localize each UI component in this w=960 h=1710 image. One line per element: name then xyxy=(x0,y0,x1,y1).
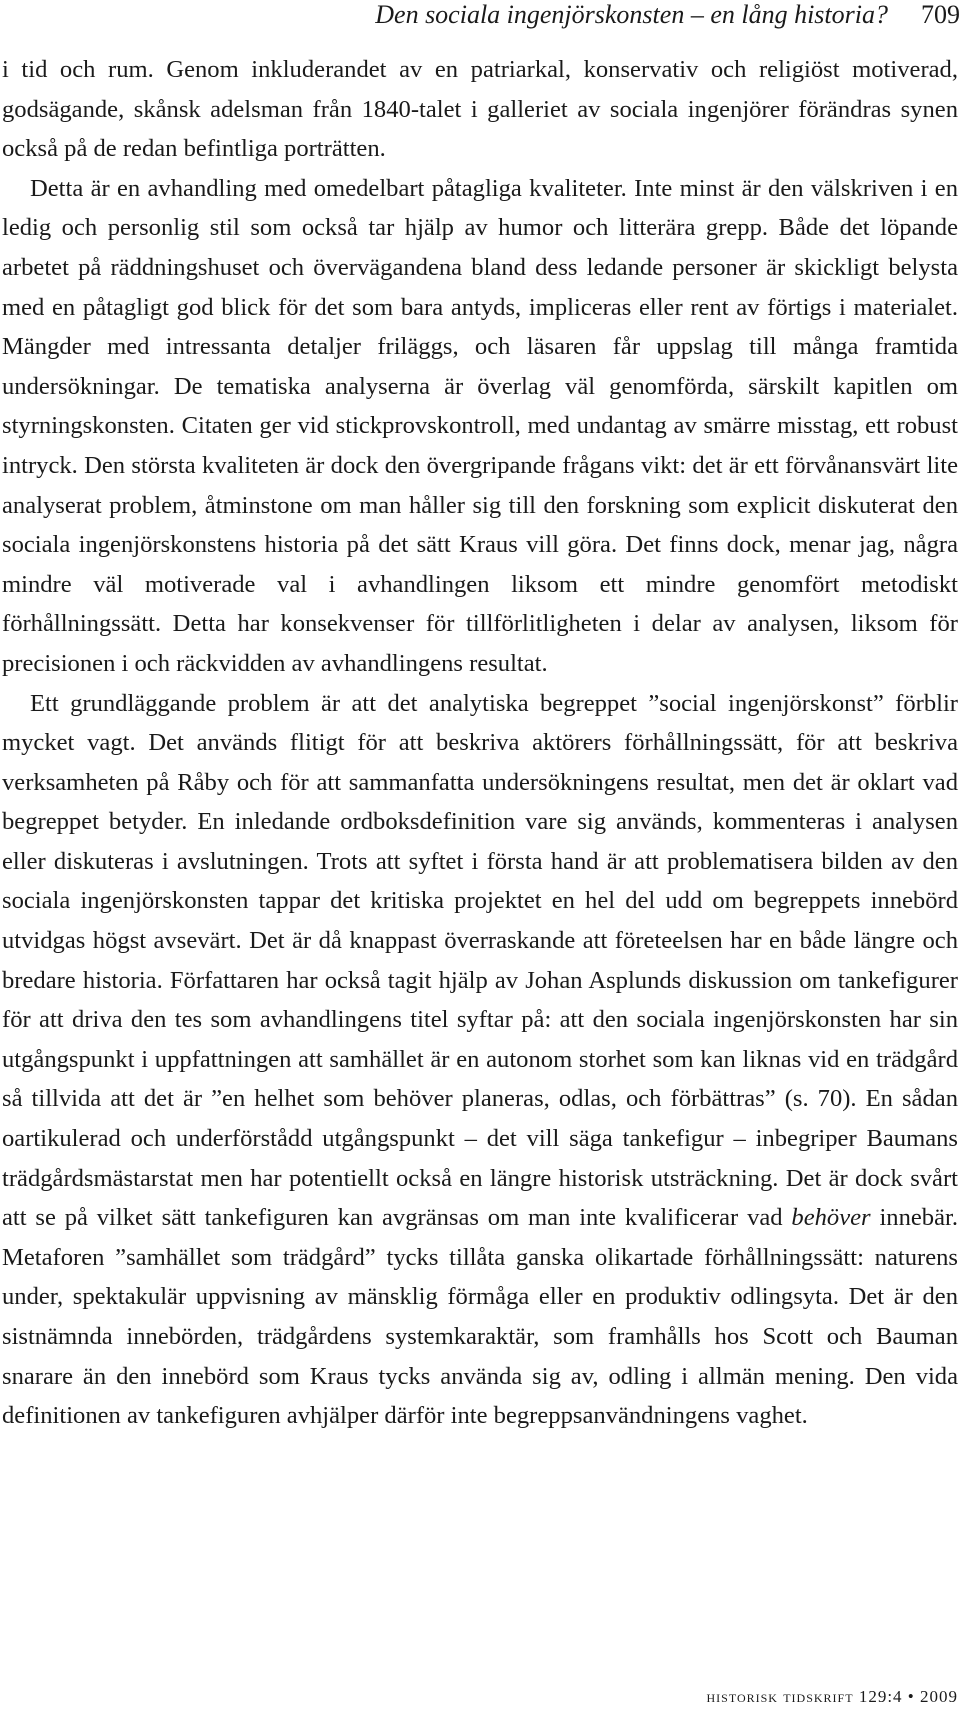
paragraph-p2 xyxy=(2,169,958,684)
paragraph-text: Detta är en avhandling med omedelbart påtagliga kvaliteter. Inte minst är den välskriven i en ledig och personlig stil som också tar hjälp av humor och litterära grepp. Både det löpande arbetet på räddningshuset och övervägandena bland dess ledande personer är skickligt belysta med en påtagligt god blick för det som bara antyds, impliceras eller rent av förtigs i materialet. Mängder med intressanta detaljer friläggs, och läsaren får uppslag till många framtida undersökningar. De tematiska analyserna är överlag väl genomförda, särskilt kapitlen om styrningskonsten. Citaten ger vid stickprovskontroll, med undantag av smärre misstag, ett robust intryck. Den största kvaliteten är dock den övergripande frågans vikt: det är ett förvånansvärt lite analyserat problem, åtminstone om man håller sig till den forskning som explicit diskuterat den sociala ingenjörskonstens historia på det sätt Kraus vill göra. Det finns dock, menar jag, några mindre väl motiverade val i avhandlingen liksom ett mindre genomfört metodiskt förhållningssätt. Detta har konsekvenser för tillförlitligheten i delar av analysen, liksom för precisionen i och räckvidden av avhandlingens resultat. xyxy=(2,174,958,677)
paragraph-text: innebär. Metaforen ”samhället som trädgård” tycks tillåta ganska olikartade förhållningssätt: naturens under, spektakulär uppvisning av mänsklig förmåga eller en produktiv odlingsyta. Det är den sistnämnda innebörden, trädgårdens systemkaraktär, som framhålls hos Scott och Bauman snarare än den innebörd som Kraus tycks använda sig av, odling i allmän mening. Den vida definitionen av tankefiguren avhjälper därför inte begreppsanvändningens vaghet. xyxy=(2,1204,958,1430)
footer-separator: • xyxy=(907,1687,915,1706)
journal-name: historisk tidskrift xyxy=(706,1687,854,1706)
running-title: Den sociala ingenjörskonsten – en lång historia? xyxy=(375,0,888,29)
running-header xyxy=(0,0,960,40)
journal-year: 2009 xyxy=(920,1687,958,1706)
paragraph-text: i tid och rum. Genom inkluderandet av en patriarkal, konservativ och religiöst motiverad, godsägande, skånsk adelsman från 1840-talet i galleriet av sociala ingenjörer förändras synen också på de redan befintliga porträtten. xyxy=(2,56,958,163)
journal-footer xyxy=(707,1686,958,1708)
journal-issue: 129:4 xyxy=(858,1687,903,1706)
article-body xyxy=(2,50,958,1436)
emphasis-text: behöver xyxy=(791,1204,871,1232)
paragraph-p3 xyxy=(2,684,958,1436)
paragraph-p1 xyxy=(2,50,958,169)
paragraph-text: Ett grundläggande problem är att det analytiska begreppet ”social ingenjörskonst” förblir mycket vagt. Det används flitigt för att beskriva aktörers förhållningssätt, för att beskriva verksamheten på Råby och för att sammanfatta undersökningens resultat, men det är oklart vad begreppet betyder. En inledande ordboksdefinition vare sig används, kommenteras i analysen eller diskuteras i avslutningen. Trots att syftet i första hand är att problematisera bilden av den sociala ingenjörskonsten tappar det kritiska projektet en hel del udd om begreppets innebörd utvidgas högst avsevärt. Det är då knappast överraskande att företeelsen har en både längre och bredare historia. Författaren har också tagit hjälp av Johan Asplunds diskussion om tankefigurer för att driva den tes som avhandlingens titel syftar på: att den sociala ingenjörskonsten har sin utgångspunkt i uppfattningen att samhället är en autonom storhet som kan liknas vid en trädgård så tillvida att det är ”en helhet som behöver planeras, odlas, och förbättras” (s. 70). En sådan oartikulerad och underförstådd utgångspunkt – det vill säga tankefigur – inbegriper Baumans trädgårdsmästarstat men har potentiellt också en längre historisk utsträckning. Det är dock svårt att se på vilket sätt tankefiguren kan avgränsas om man inte kvalificerar vad xyxy=(2,689,958,1232)
page-number: 709 xyxy=(921,0,960,29)
